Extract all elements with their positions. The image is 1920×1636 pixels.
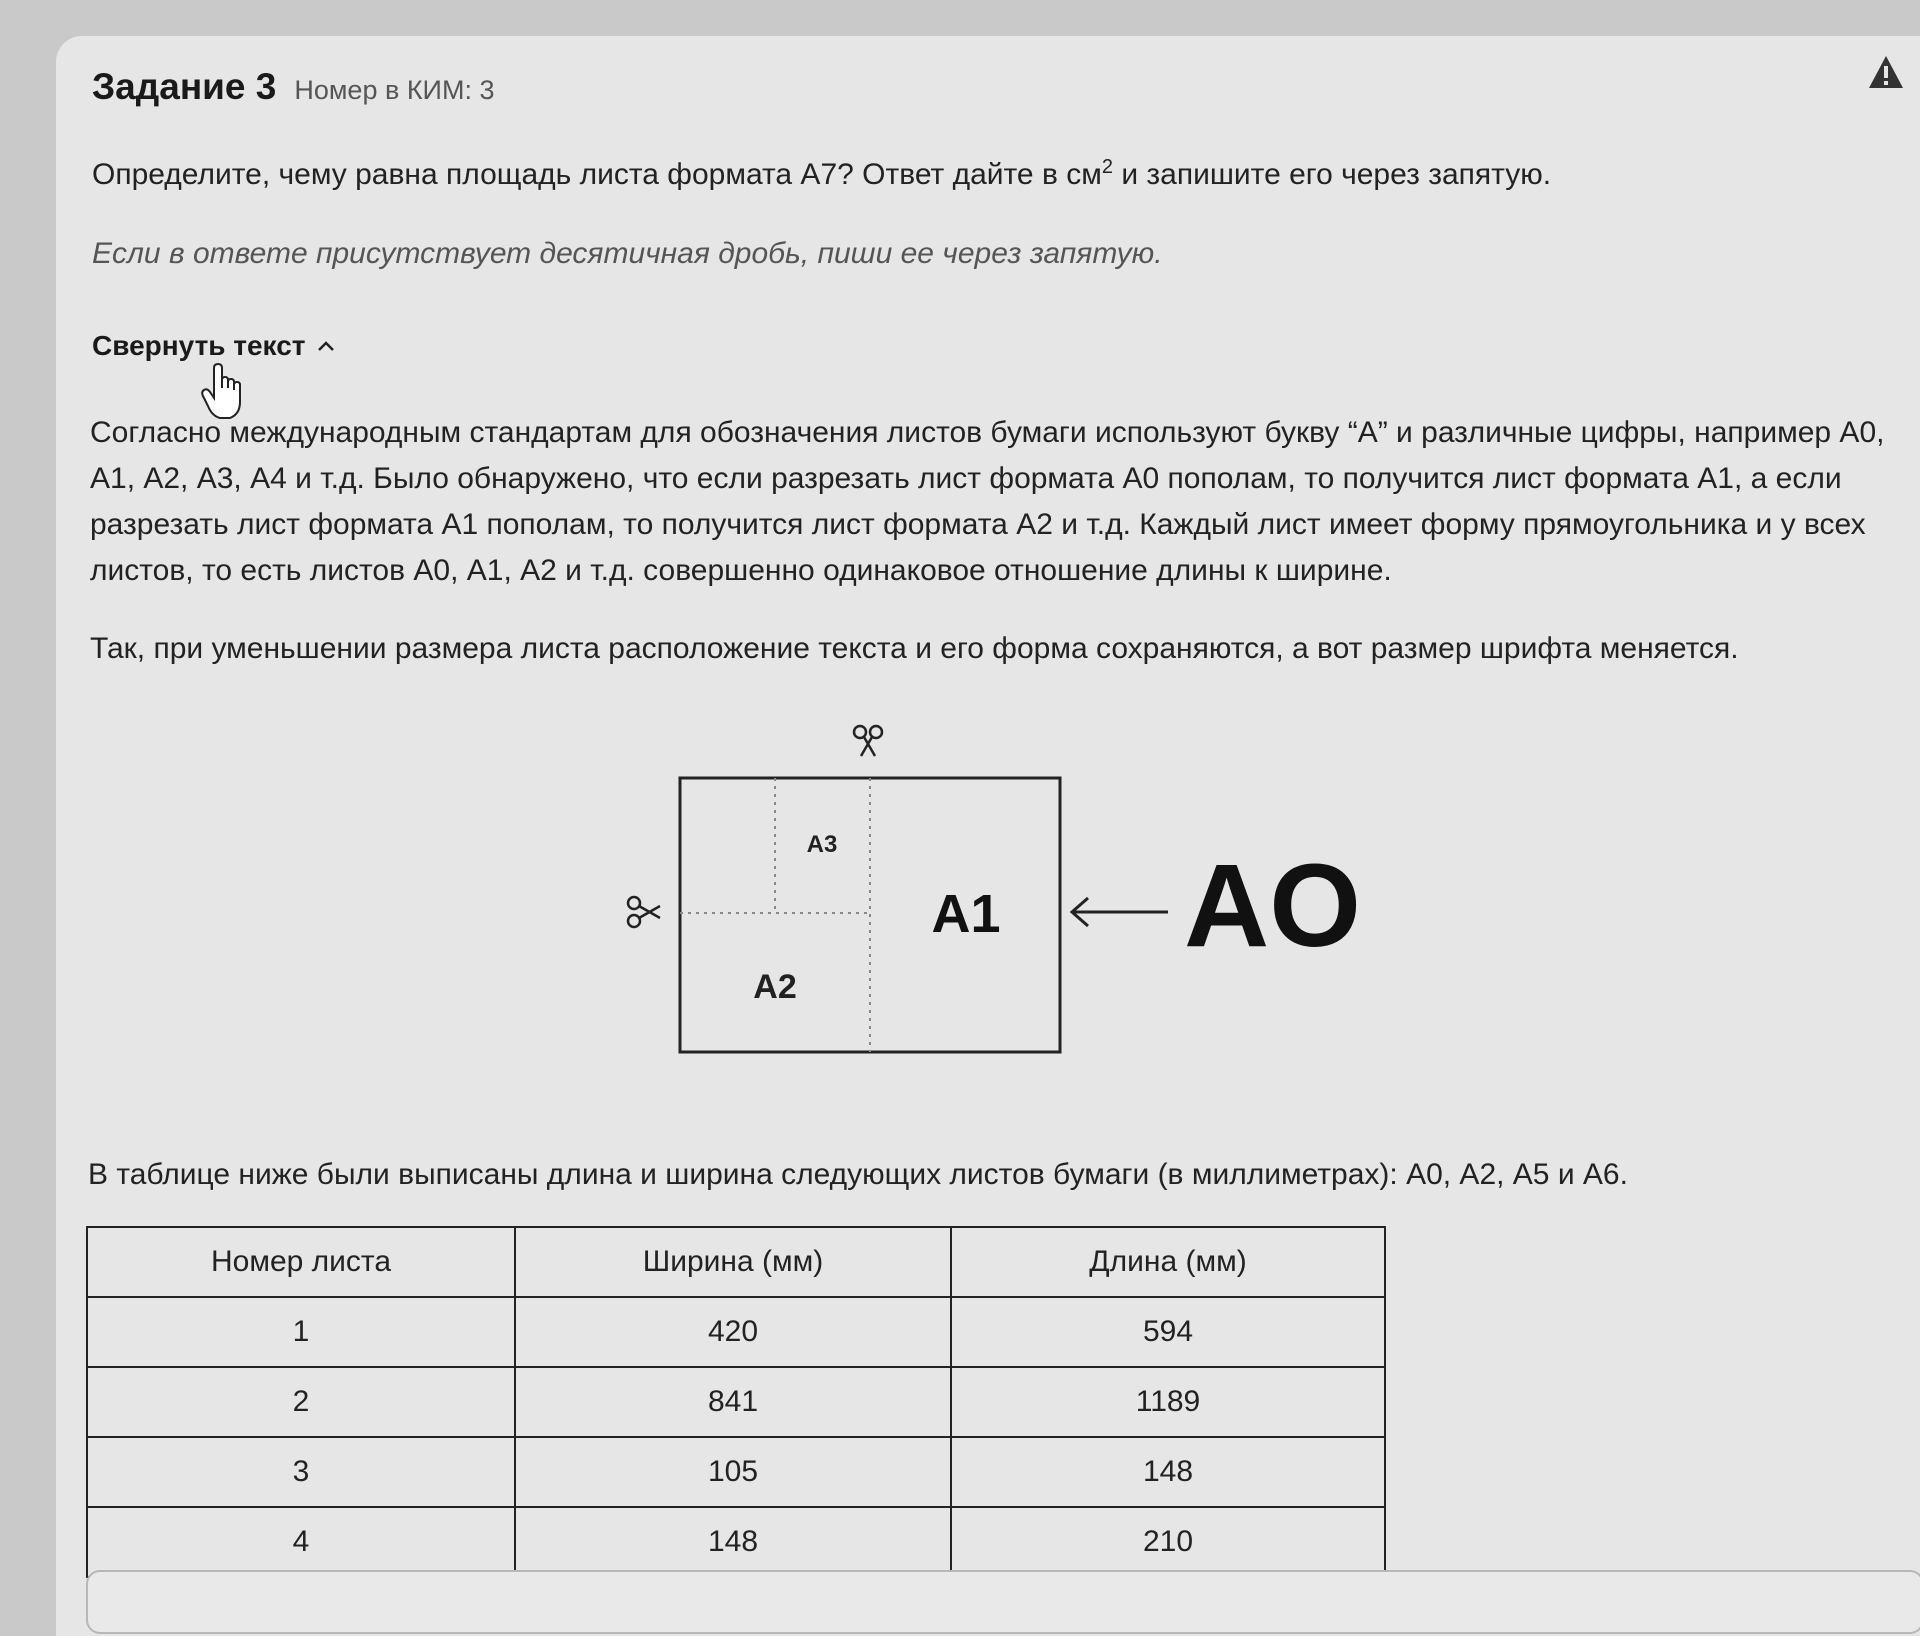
cell-sheet-number: 1 xyxy=(87,1297,515,1367)
label-a1: A1 xyxy=(931,884,1001,944)
question-text-before: Определите, чему равна площадь листа формата А7? Ответ дайте в см xyxy=(92,158,1102,191)
label-a2: A2 xyxy=(753,968,797,1006)
cell-sheet-number: 2 xyxy=(87,1367,515,1437)
cell-sheet-number: 4 xyxy=(87,1507,515,1577)
paper-format-diagram xyxy=(620,720,1380,1060)
warning-icon[interactable] xyxy=(1866,52,1906,92)
collapse-text-button[interactable] xyxy=(92,330,336,362)
arrow-icon xyxy=(1072,898,1168,926)
table-row xyxy=(87,1507,1385,1577)
task-title: Задание 3 xyxy=(92,66,277,107)
cell-width: 841 xyxy=(515,1367,951,1437)
scissors-icon-left xyxy=(628,897,660,927)
hint-text: Если в ответе присутствует десятичная дробь, пиши ее через запятую. xyxy=(92,237,1163,270)
label-a0: AO xyxy=(1184,840,1361,972)
cell-length: 210 xyxy=(951,1507,1385,1577)
header-sheet-number: Номер листа xyxy=(87,1227,515,1297)
table-row xyxy=(87,1297,1385,1367)
table-row xyxy=(87,1367,1385,1437)
answer-input-box[interactable] xyxy=(86,1570,1920,1634)
table-intro: В таблице ниже были выписаны длина и ширина следующих листов бумаги (в миллиметрах): А0, А2, А5 и А6. xyxy=(88,1158,1628,1191)
question-text xyxy=(92,156,1551,192)
cell-width: 105 xyxy=(515,1437,951,1507)
header-width: Ширина (мм) xyxy=(515,1227,951,1297)
table-row xyxy=(87,1437,1385,1507)
paragraph-standards: Согласно международным стандартам для обозначения листов бумаги используют букву “А” и различные цифры, например А0, А1, А2, А3, А4 и т.д. Было обнаружено, что если разрезать лист формата А0 пополам, то получится лист формата А1, а если разрезать лист формата А1 пополам, то получится лист формата А2 и т.д. Каждый лист имеет форму прямоугольника и у всех листов, то есть листов А0, А1, А2 и т.д. совершенно одинаковое отношение длины к ширине. xyxy=(90,416,1885,587)
cell-length: 594 xyxy=(951,1297,1385,1367)
question-text-after: и запишите его через запятую. xyxy=(1112,158,1552,191)
cell-length: 148 xyxy=(951,1437,1385,1507)
question-superscript: 2 xyxy=(1101,156,1113,178)
cell-width: 148 xyxy=(515,1507,951,1577)
label-a3: A3 xyxy=(806,831,838,858)
task-header xyxy=(92,66,494,108)
header-length: Длина (мм) xyxy=(951,1227,1385,1297)
paragraph-font-size: Так, при уменьшении размера листа расположение текста и его форма сохраняются, а вот размер шрифта меняется. xyxy=(90,632,1739,665)
cell-width: 420 xyxy=(515,1297,951,1367)
collapse-text-label: Свернуть текст xyxy=(92,330,306,361)
paper-sizes-table xyxy=(86,1226,1386,1578)
cell-sheet-number: 3 xyxy=(87,1437,515,1507)
table-header-row xyxy=(87,1227,1385,1297)
cell-length: 1189 xyxy=(951,1367,1385,1437)
chevron-up-icon xyxy=(316,339,336,353)
kim-number: Номер в КИМ: 3 xyxy=(294,75,495,105)
scissors-icon-top xyxy=(854,726,882,756)
